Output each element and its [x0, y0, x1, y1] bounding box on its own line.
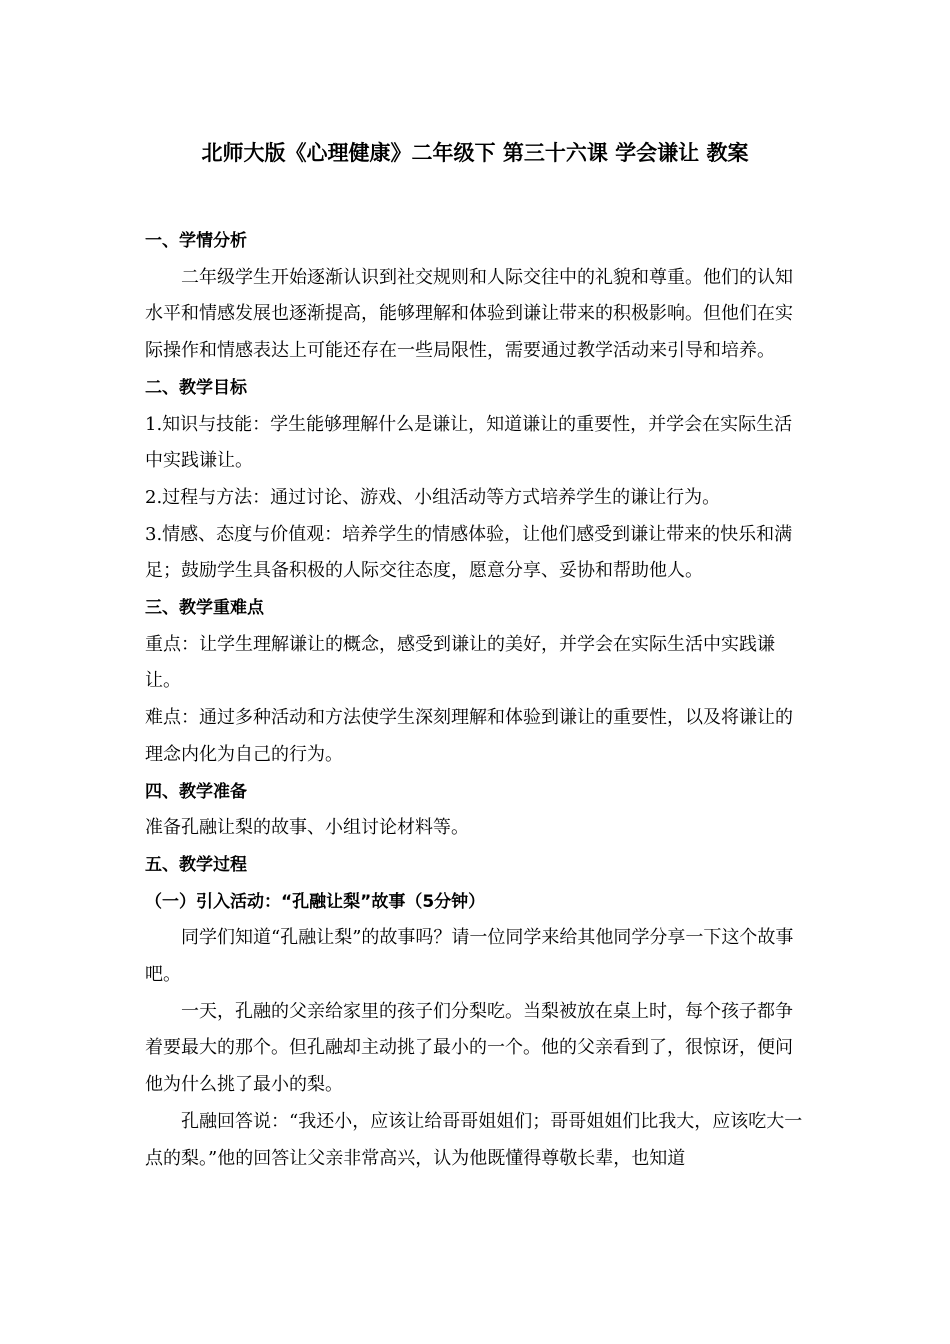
difficult-point-paragraph: 难点：通过多种活动和方法使学生深刻理解和体验到谦让的重要性，以及将谦让的理念内化为自己的行为。	[145, 707, 793, 765]
preparation-paragraph: 准备孔融让梨的故事、小组讨论材料等。	[145, 817, 469, 839]
document-title: 北师大版《心理健康》二年级下 第三十六课 学会谦让 教案	[201, 141, 749, 165]
document-body	[145, 223, 805, 1177]
key-point-paragraph: 重点：让学生理解谦让的概念，感受到谦让的美好，并学会在实际生活中实践谦让。	[145, 633, 775, 692]
section-heading-teaching-preparation: 四、教学准备	[145, 781, 247, 802]
story-paragraph: 孔融回答说：“我还小，应该让给哥哥姐姐们；哥哥姐姐们比我大，应该吃大一点的梨。”他的回答让父亲非常高兴，认为他既懂得尊敬长辈，也知道	[145, 1110, 803, 1169]
section-heading-key-difficult-points: 三、教学重难点	[145, 598, 264, 619]
section-heading-teaching-goals: 二、教学目标	[145, 377, 247, 398]
story-paragraph: 同学们知道“孔融让梨”的故事吗？请一位同学来给其他同学分享一下这个故事吧。	[145, 927, 794, 986]
goal-item: 1.知识与技能：学生能够理解什么是谦让，知道谦让的重要性，并学会在实际生活中实践谦让。	[145, 413, 793, 472]
learning-analysis-paragraph: 二年级学生开始逐渐认识到社交规则和人际交往中的礼貌和尊重。他们的认知水平和情感发展也逐渐提高，能够理解和体验到谦让带来的积极影响。但他们在实际操作和情感表达上可能还存在一些局限性，需要通过教学活动来引导和培养。	[145, 266, 793, 362]
goal-item: 2.过程与方法：通过讨论、游戏、小组活动等方式培养学生的谦让行为。	[145, 486, 721, 508]
subsection-heading-intro-activity: （一）引入活动：“孔融让梨”故事（5分钟）	[145, 891, 486, 912]
story-paragraph: 一天，孔融的父亲给家里的孩子们分梨吃。当梨被放在桌上时，每个孩子都争着要最大的那个。但孔融却主动挑了最小的一个。他的父亲看到了，很惊讶，便问他为什么挑了最小的梨。	[145, 1000, 793, 1096]
section-heading-teaching-process: 五、教学过程	[145, 854, 247, 875]
section-heading-learning-analysis: 一、学情分析	[145, 231, 247, 251]
goal-item: 3.情感、态度与价值观：培养学生的情感体验，让他们感受到谦让带来的快乐和满足；鼓励学生具备积极的人际交往态度，愿意分享、妥协和帮助他人。	[145, 523, 793, 582]
